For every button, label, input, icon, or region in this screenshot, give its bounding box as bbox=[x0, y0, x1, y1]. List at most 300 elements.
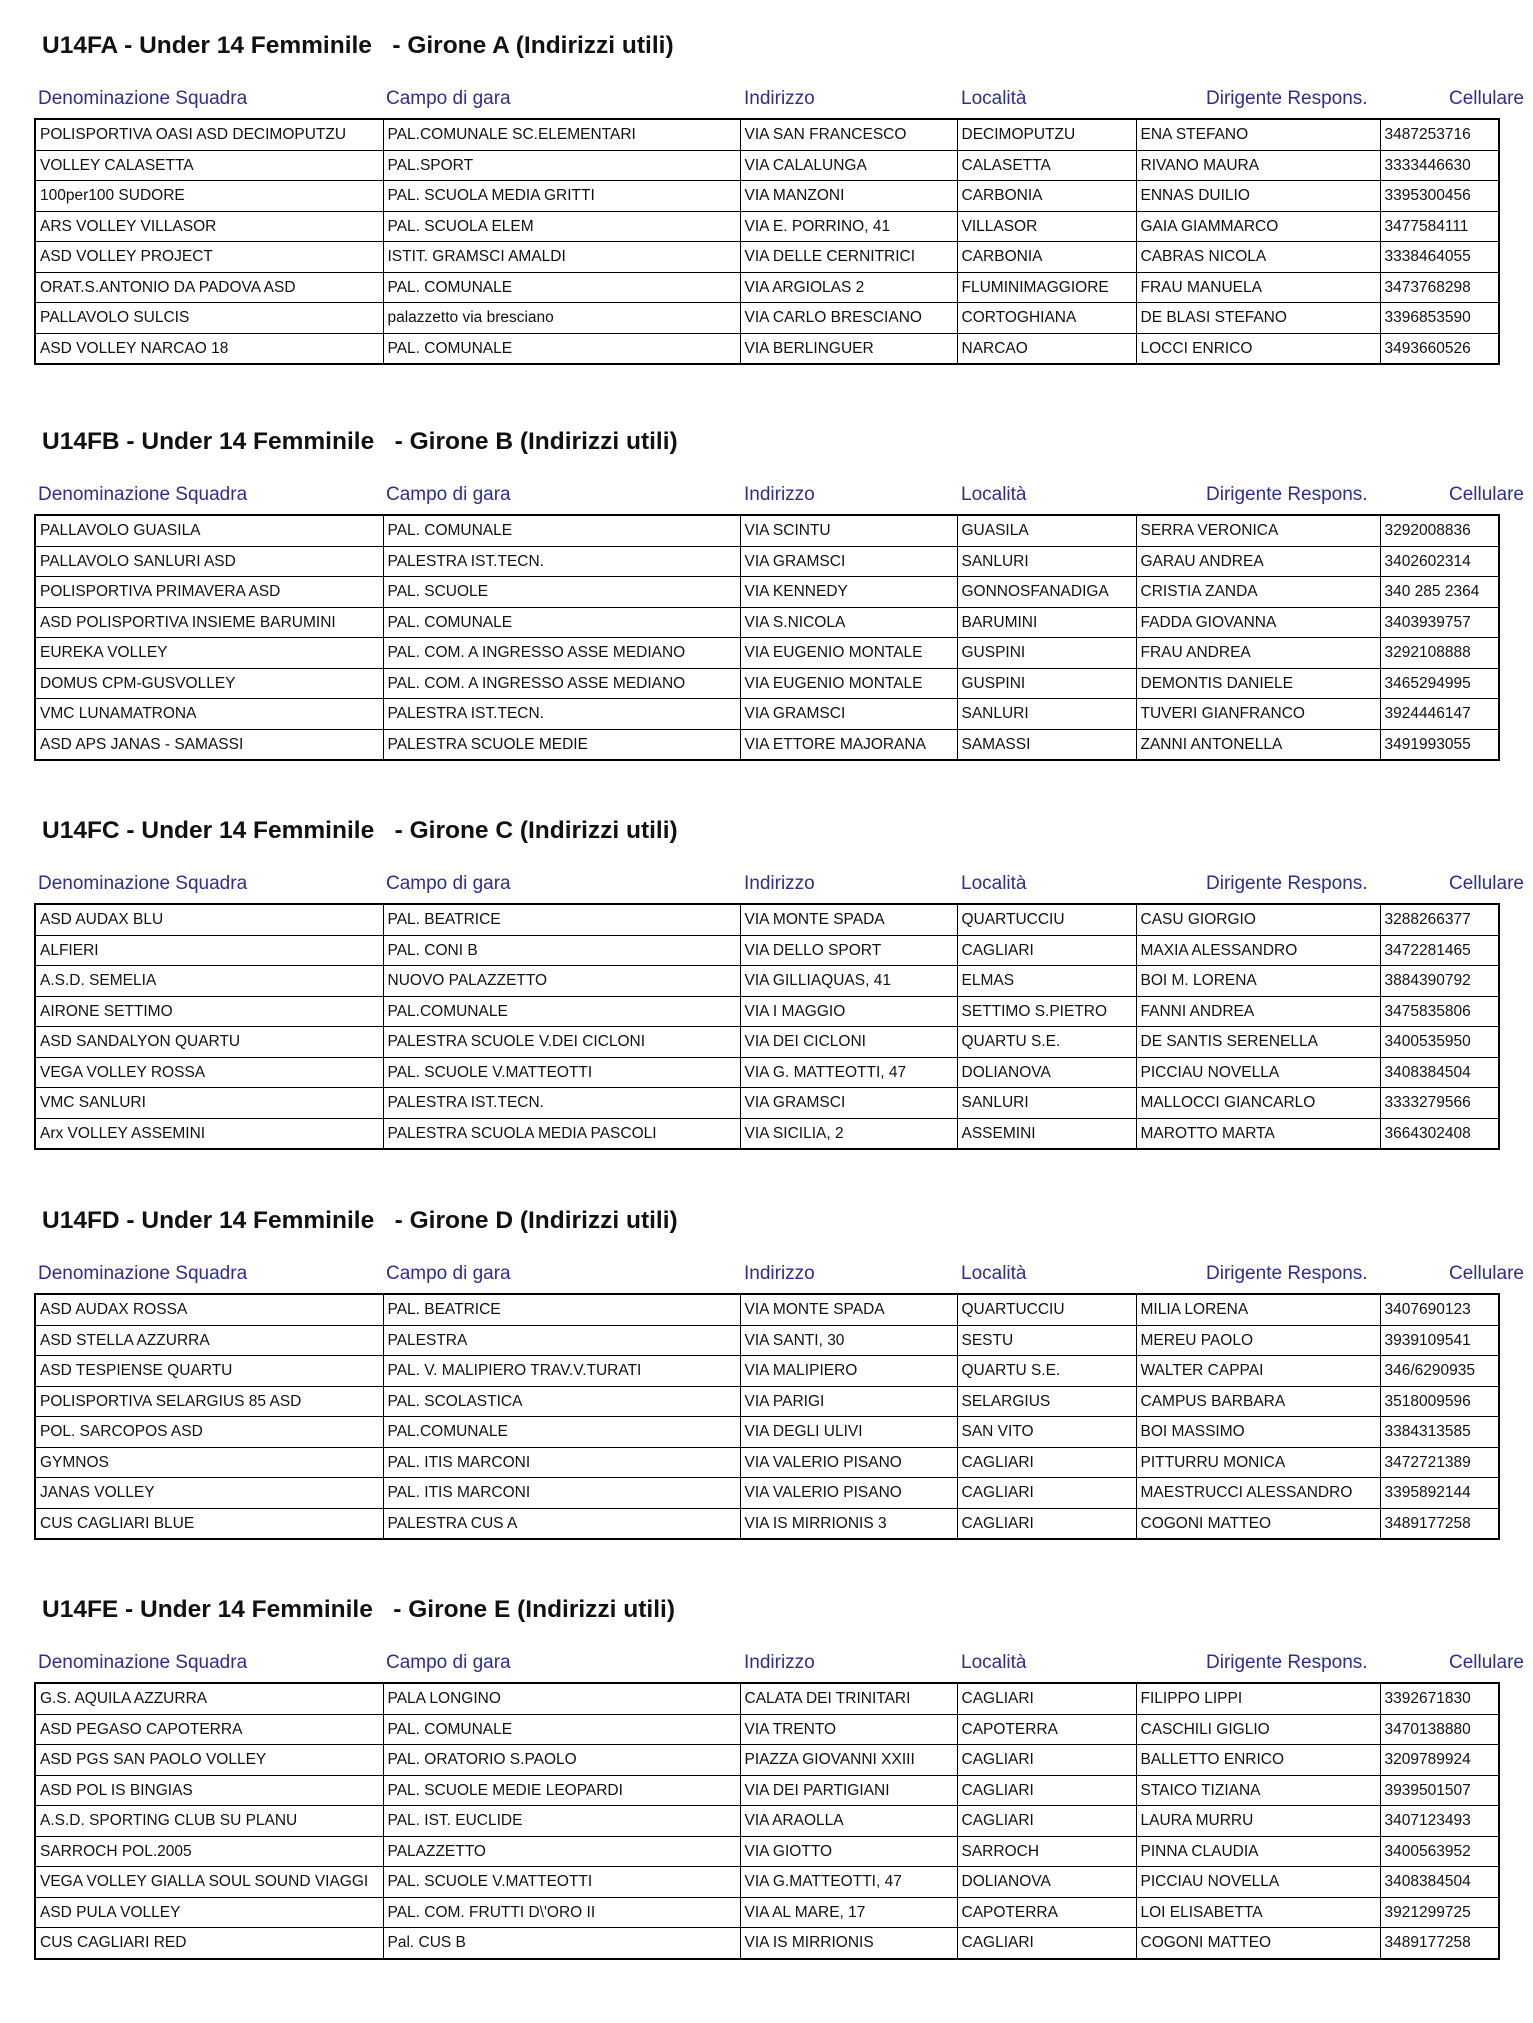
table-row bbox=[35, 1325, 1499, 1356]
table-row bbox=[35, 668, 1499, 699]
column-header: Dirigente Respons. bbox=[1206, 873, 1368, 894]
table-row bbox=[35, 1088, 1499, 1119]
table-cell: VIA VALERIO PISANO bbox=[740, 1478, 957, 1509]
table-cell: PAL.COMUNALE bbox=[383, 1417, 740, 1448]
table-cell: PAL. COM. FRUTTI D\'ORO II bbox=[383, 1897, 740, 1928]
table-cell: ORAT.S.ANTONIO DA PADOVA ASD bbox=[35, 272, 383, 303]
table-cell: SARROCH POL.2005 bbox=[35, 1836, 383, 1867]
table-cell: VIA TRENTO bbox=[740, 1714, 957, 1745]
table-cell: PAL. COMUNALE bbox=[383, 607, 740, 638]
table-cell: PICCIAU NOVELLA bbox=[1136, 1867, 1380, 1898]
column-header: Campo di gara bbox=[386, 873, 511, 894]
table-cell: PINNA CLAUDIA bbox=[1136, 1836, 1380, 1867]
table-cell: ARS VOLLEY VILLASOR bbox=[35, 211, 383, 242]
table-cell: 3518009596 bbox=[1380, 1386, 1499, 1417]
table-cell: PAL. ORATORIO S.PAOLO bbox=[383, 1745, 740, 1776]
table-cell: BALLETTO ENRICO bbox=[1136, 1745, 1380, 1776]
column-header: Cellulare bbox=[1449, 873, 1524, 894]
table-cell: VILLASOR bbox=[957, 211, 1136, 242]
table-row bbox=[35, 966, 1499, 997]
table-row bbox=[35, 119, 1499, 150]
table-cell: SANLURI bbox=[957, 1088, 1136, 1119]
table-cell: ASD PGS SAN PAOLO VOLLEY bbox=[35, 1745, 383, 1776]
table-row bbox=[35, 1478, 1499, 1509]
table-cell: PAL. ITIS MARCONI bbox=[383, 1447, 740, 1478]
table-cell: ASD POLISPORTIVA INSIEME BARUMINI bbox=[35, 607, 383, 638]
table-cell: BOI MASSIMO bbox=[1136, 1417, 1380, 1448]
table-cell: ASD STELLA AZZURRA bbox=[35, 1325, 383, 1356]
table-cell: PAL. SCOLASTICA bbox=[383, 1386, 740, 1417]
table-cell: DE BLASI STEFANO bbox=[1136, 303, 1380, 334]
table-cell: GYMNOS bbox=[35, 1447, 383, 1478]
table-cell: GARAU ANDREA bbox=[1136, 546, 1380, 577]
table-cell: ENNAS DUILIO bbox=[1136, 181, 1380, 212]
address-table bbox=[34, 1293, 1500, 1540]
table-cell: CALATA DEI TRINITARI bbox=[740, 1683, 957, 1714]
table-cell: QUARTUCCIU bbox=[957, 904, 1136, 935]
table-cell: 3472721389 bbox=[1380, 1447, 1499, 1478]
table-cell: CASCHILI GIGLIO bbox=[1136, 1714, 1380, 1745]
table-cell: PALESTRA IST.TECN. bbox=[383, 546, 740, 577]
column-header: Campo di gara bbox=[386, 1652, 511, 1673]
table-cell: CAGLIARI bbox=[957, 1745, 1136, 1776]
column-header: Località bbox=[961, 88, 1027, 109]
table-cell: CUS CAGLIARI BLUE bbox=[35, 1508, 383, 1539]
table-row bbox=[35, 272, 1499, 303]
table-cell: FRAU ANDREA bbox=[1136, 638, 1380, 669]
table-cell: SERRA VERONICA bbox=[1136, 515, 1380, 546]
table-cell: 3403939757 bbox=[1380, 607, 1499, 638]
table-cell: 3473768298 bbox=[1380, 272, 1499, 303]
column-header-row bbox=[34, 88, 1524, 118]
table-cell: VIA AL MARE, 17 bbox=[740, 1897, 957, 1928]
table-row bbox=[35, 242, 1499, 273]
column-header: Dirigente Respons. bbox=[1206, 484, 1368, 505]
table-cell: 346/6290935 bbox=[1380, 1356, 1499, 1387]
table-cell: VIA GRAMSCI bbox=[740, 699, 957, 730]
table-cell: VIA DEI CICLONI bbox=[740, 1027, 957, 1058]
table-cell: 3939501507 bbox=[1380, 1775, 1499, 1806]
table-cell: VMC LUNAMATRONA bbox=[35, 699, 383, 730]
table-row bbox=[35, 1928, 1499, 1959]
table-cell: PICCIAU NOVELLA bbox=[1136, 1057, 1380, 1088]
table-row bbox=[35, 638, 1499, 669]
table-cell: VIA G.MATTEOTTI, 47 bbox=[740, 1867, 957, 1898]
table-row bbox=[35, 935, 1499, 966]
table-cell: PAL. ITIS MARCONI bbox=[383, 1478, 740, 1509]
table-cell: FLUMINIMAGGIORE bbox=[957, 272, 1136, 303]
table-cell: CARBONIA bbox=[957, 242, 1136, 273]
table-cell: EUREKA VOLLEY bbox=[35, 638, 383, 669]
table-cell: VIA EUGENIO MONTALE bbox=[740, 638, 957, 669]
table-row bbox=[35, 1745, 1499, 1776]
table-row bbox=[35, 1118, 1499, 1149]
table-cell: PALESTRA IST.TECN. bbox=[383, 1088, 740, 1119]
column-header-row bbox=[34, 1652, 1524, 1682]
column-header: Campo di gara bbox=[386, 1263, 511, 1284]
table-cell: ASD VOLLEY NARCAO 18 bbox=[35, 333, 383, 364]
table-cell: ASD AUDAX BLU bbox=[35, 904, 383, 935]
table-cell: ASD PEGASO CAPOTERRA bbox=[35, 1714, 383, 1745]
table-cell: VIA VALERIO PISANO bbox=[740, 1447, 957, 1478]
table-cell: PAL.COMUNALE bbox=[383, 996, 740, 1027]
table-cell: LAURA MURRU bbox=[1136, 1806, 1380, 1837]
table-row bbox=[35, 1714, 1499, 1745]
table-cell: Pal. CUS B bbox=[383, 1928, 740, 1959]
table-cell: PALESTRA SCUOLE V.DEI CICLONI bbox=[383, 1027, 740, 1058]
table-cell: ASD APS JANAS - SAMASSI bbox=[35, 729, 383, 760]
table-row bbox=[35, 211, 1499, 242]
column-header: Denominazione Squadra bbox=[38, 873, 248, 894]
table-cell: VIA IS MIRRIONIS 3 bbox=[740, 1508, 957, 1539]
table-cell: CAPOTERRA bbox=[957, 1714, 1136, 1745]
table-cell: VIA DELLO SPORT bbox=[740, 935, 957, 966]
table-cell: VIA GRAMSCI bbox=[740, 546, 957, 577]
table-cell: CAPOTERRA bbox=[957, 1897, 1136, 1928]
table-cell: 3407690123 bbox=[1380, 1294, 1499, 1325]
table-cell: VIA SICILIA, 2 bbox=[740, 1118, 957, 1149]
table-cell: 3396853590 bbox=[1380, 303, 1499, 334]
column-header: Località bbox=[961, 484, 1027, 505]
section-title: U14FB - Under 14 Femminile - Girone B (Indirizzi utili) bbox=[42, 428, 678, 455]
table-cell: 3333279566 bbox=[1380, 1088, 1499, 1119]
table-cell: NUOVO PALAZZETTO bbox=[383, 966, 740, 997]
table-row bbox=[35, 729, 1499, 760]
table-cell: PAL. SCUOLE bbox=[383, 577, 740, 608]
table-cell: GONNOSFANADIGA bbox=[957, 577, 1136, 608]
table-cell: POLISPORTIVA SELARGIUS 85 ASD bbox=[35, 1386, 383, 1417]
table-row bbox=[35, 1417, 1499, 1448]
table-cell: COGONI MATTEO bbox=[1136, 1928, 1380, 1959]
table-cell: MALLOCCI GIANCARLO bbox=[1136, 1088, 1380, 1119]
table-cell: VIA CARLO BRESCIANO bbox=[740, 303, 957, 334]
table-cell: RIVANO MAURA bbox=[1136, 150, 1380, 181]
column-header: Cellulare bbox=[1449, 1263, 1524, 1284]
table-cell: PALLAVOLO SANLURI ASD bbox=[35, 546, 383, 577]
table-cell: CAGLIARI bbox=[957, 1683, 1136, 1714]
table-cell: 3395300456 bbox=[1380, 181, 1499, 212]
table-cell: MAXIA ALESSANDRO bbox=[1136, 935, 1380, 966]
table-cell: SAN VITO bbox=[957, 1417, 1136, 1448]
table-cell: PALESTRA CUS A bbox=[383, 1508, 740, 1539]
table-cell: 340 285 2364 bbox=[1380, 577, 1499, 608]
column-header: Indirizzo bbox=[744, 1652, 815, 1673]
table-cell: CARBONIA bbox=[957, 181, 1136, 212]
column-header: Denominazione Squadra bbox=[38, 484, 248, 505]
table-cell: PAL.SPORT bbox=[383, 150, 740, 181]
table-cell: PALLAVOLO SULCIS bbox=[35, 303, 383, 334]
table-cell: 3292008836 bbox=[1380, 515, 1499, 546]
table-row bbox=[35, 181, 1499, 212]
table-cell: VIA ARGIOLAS 2 bbox=[740, 272, 957, 303]
table-cell: 3472281465 bbox=[1380, 935, 1499, 966]
table-cell: PAL. COM. A INGRESSO ASSE MEDIANO bbox=[383, 668, 740, 699]
table-cell: 3475835806 bbox=[1380, 996, 1499, 1027]
table-cell: PAL. SCUOLA MEDIA GRITTI bbox=[383, 181, 740, 212]
table-cell: 3921299725 bbox=[1380, 1897, 1499, 1928]
table-cell: CUS CAGLIARI RED bbox=[35, 1928, 383, 1959]
table-row bbox=[35, 303, 1499, 334]
table-cell: VIA EUGENIO MONTALE bbox=[740, 668, 957, 699]
table-cell: CAGLIARI bbox=[957, 1508, 1136, 1539]
table-cell: DOMUS CPM-GUSVOLLEY bbox=[35, 668, 383, 699]
table-cell: COGONI MATTEO bbox=[1136, 1508, 1380, 1539]
table-cell: MAROTTO MARTA bbox=[1136, 1118, 1380, 1149]
table-cell: PAL. IST. EUCLIDE bbox=[383, 1806, 740, 1837]
table-cell: VIA E. PORRINO, 41 bbox=[740, 211, 957, 242]
table-cell: 3384313585 bbox=[1380, 1417, 1499, 1448]
table-cell: 3408384504 bbox=[1380, 1057, 1499, 1088]
table-cell: 100per100 SUDORE bbox=[35, 181, 383, 212]
column-header: Indirizzo bbox=[744, 484, 815, 505]
table-cell: A.S.D. SEMELIA bbox=[35, 966, 383, 997]
section-title: U14FC - Under 14 Femminile - Girone C (Indirizzi utili) bbox=[42, 817, 678, 844]
table-cell: 3338464055 bbox=[1380, 242, 1499, 273]
table-cell: 3939109541 bbox=[1380, 1325, 1499, 1356]
column-header-row bbox=[34, 1263, 1524, 1293]
table-cell: BARUMINI bbox=[957, 607, 1136, 638]
table-cell: CORTOGHIANA bbox=[957, 303, 1136, 334]
table-cell: POLISPORTIVA PRIMAVERA ASD bbox=[35, 577, 383, 608]
table-cell: A.S.D. SPORTING CLUB SU PLANU bbox=[35, 1806, 383, 1837]
table-cell: 3333446630 bbox=[1380, 150, 1499, 181]
table-cell: ISTIT. GRAMSCI AMALDI bbox=[383, 242, 740, 273]
table-cell: CALASETTA bbox=[957, 150, 1136, 181]
table-cell: PAL.COMUNALE SC.ELEMENTARI bbox=[383, 119, 740, 150]
table-cell: VIA PARIGI bbox=[740, 1386, 957, 1417]
table-row bbox=[35, 1447, 1499, 1478]
table-cell: PALLAVOLO GUASILA bbox=[35, 515, 383, 546]
column-header: Dirigente Respons. bbox=[1206, 1652, 1368, 1673]
table-cell: PAL. V. MALIPIERO TRAV.V.TURATI bbox=[383, 1356, 740, 1387]
table-cell: VIA KENNEDY bbox=[740, 577, 957, 608]
table-row bbox=[35, 150, 1499, 181]
table-cell: NARCAO bbox=[957, 333, 1136, 364]
table-row bbox=[35, 1027, 1499, 1058]
table-cell: 3487253716 bbox=[1380, 119, 1499, 150]
table-cell: VIA DEI PARTIGIANI bbox=[740, 1775, 957, 1806]
table-cell: VIA BERLINGUER bbox=[740, 333, 957, 364]
table-row bbox=[35, 1836, 1499, 1867]
column-header: Denominazione Squadra bbox=[38, 1652, 248, 1673]
table-cell: PAL. SCUOLE MEDIE LEOPARDI bbox=[383, 1775, 740, 1806]
column-header: Località bbox=[961, 1263, 1027, 1284]
address-table bbox=[34, 514, 1500, 761]
table-row bbox=[35, 546, 1499, 577]
table-cell: 3470138880 bbox=[1380, 1714, 1499, 1745]
column-header: Dirigente Respons. bbox=[1206, 88, 1368, 109]
column-header: Denominazione Squadra bbox=[38, 1263, 248, 1284]
table-cell: VIA CALALUNGA bbox=[740, 150, 957, 181]
table-cell: 3392671830 bbox=[1380, 1683, 1499, 1714]
table-cell: VIA I MAGGIO bbox=[740, 996, 957, 1027]
column-header: Dirigente Respons. bbox=[1206, 1263, 1368, 1284]
table-cell: FADDA GIOVANNA bbox=[1136, 607, 1380, 638]
table-cell: DEMONTIS DANIELE bbox=[1136, 668, 1380, 699]
address-table bbox=[34, 118, 1500, 365]
table-cell: VIA GRAMSCI bbox=[740, 1088, 957, 1119]
table-cell: ELMAS bbox=[957, 966, 1136, 997]
table-cell: ALFIERI bbox=[35, 935, 383, 966]
column-header: Cellulare bbox=[1449, 88, 1524, 109]
table-cell: DECIMOPUTZU bbox=[957, 119, 1136, 150]
table-cell: VIA GILLIAQUAS, 41 bbox=[740, 966, 957, 997]
table-cell: ASD SANDALYON QUARTU bbox=[35, 1027, 383, 1058]
table-cell: DOLIANOVA bbox=[957, 1057, 1136, 1088]
table-cell: CABRAS NICOLA bbox=[1136, 242, 1380, 273]
table-row bbox=[35, 1867, 1499, 1898]
column-header: Località bbox=[961, 873, 1027, 894]
column-header: Cellulare bbox=[1449, 1652, 1524, 1673]
table-cell: CAGLIARI bbox=[957, 1928, 1136, 1959]
column-header: Località bbox=[961, 1652, 1027, 1673]
table-cell: VIA DELLE CERNITRICI bbox=[740, 242, 957, 273]
table-cell: MILIA LORENA bbox=[1136, 1294, 1380, 1325]
table-cell: PALESTRA SCUOLA MEDIA PASCOLI bbox=[383, 1118, 740, 1149]
table-cell: VIA S.NICOLA bbox=[740, 607, 957, 638]
table-cell: VIA MANZONI bbox=[740, 181, 957, 212]
table-cell: PAL. SCUOLA ELEM bbox=[383, 211, 740, 242]
table-cell: POLISPORTIVA OASI ASD DECIMOPUTZU bbox=[35, 119, 383, 150]
table-cell: 3400535950 bbox=[1380, 1027, 1499, 1058]
table-row bbox=[35, 515, 1499, 546]
table-cell: PAL. BEATRICE bbox=[383, 1294, 740, 1325]
table-cell: PALA LONGINO bbox=[383, 1683, 740, 1714]
table-cell: ZANNI ANTONELLA bbox=[1136, 729, 1380, 760]
table-cell: PALESTRA IST.TECN. bbox=[383, 699, 740, 730]
column-header-row bbox=[34, 484, 1524, 514]
table-cell: 3292108888 bbox=[1380, 638, 1499, 669]
table-cell: MEREU PAOLO bbox=[1136, 1325, 1380, 1356]
table-cell: CAGLIARI bbox=[957, 935, 1136, 966]
table-cell: VIA DEGLI ULIVI bbox=[740, 1417, 957, 1448]
table-cell: GAIA GIAMMARCO bbox=[1136, 211, 1380, 242]
table-row bbox=[35, 996, 1499, 1027]
table-cell: PAL. SCUOLE V.MATTEOTTI bbox=[383, 1867, 740, 1898]
table-row bbox=[35, 699, 1499, 730]
table-cell: 3395892144 bbox=[1380, 1478, 1499, 1509]
table-cell: 3209789924 bbox=[1380, 1745, 1499, 1776]
table-cell: SANLURI bbox=[957, 699, 1136, 730]
table-row bbox=[35, 577, 1499, 608]
table-cell: SARROCH bbox=[957, 1836, 1136, 1867]
table-row bbox=[35, 1386, 1499, 1417]
table-cell: G.S. AQUILA AZZURRA bbox=[35, 1683, 383, 1714]
table-cell: JANAS VOLLEY bbox=[35, 1478, 383, 1509]
table-cell: VIA MONTE SPADA bbox=[740, 1294, 957, 1325]
table-row bbox=[35, 1294, 1499, 1325]
table-cell: ASD AUDAX ROSSA bbox=[35, 1294, 383, 1325]
table-cell: WALTER CAPPAI bbox=[1136, 1356, 1380, 1387]
table-cell: GUSPINI bbox=[957, 668, 1136, 699]
table-cell: 3408384504 bbox=[1380, 1867, 1499, 1898]
table-cell: STAICO TIZIANA bbox=[1136, 1775, 1380, 1806]
table-cell: PAL. SCUOLE V.MATTEOTTI bbox=[383, 1057, 740, 1088]
table-cell: CAGLIARI bbox=[957, 1775, 1136, 1806]
table-row bbox=[35, 1508, 1499, 1539]
table-cell: 3477584111 bbox=[1380, 211, 1499, 242]
table-cell: DOLIANOVA bbox=[957, 1867, 1136, 1898]
section-title: U14FE - Under 14 Femminile - Girone E (Indirizzi utili) bbox=[42, 1596, 676, 1623]
table-cell: CRISTIA ZANDA bbox=[1136, 577, 1380, 608]
table-cell: 3465294995 bbox=[1380, 668, 1499, 699]
section-title: U14FD - Under 14 Femminile - Girone D (Indirizzi utili) bbox=[42, 1207, 678, 1234]
address-table bbox=[34, 1682, 1500, 1960]
table-cell: 3402602314 bbox=[1380, 546, 1499, 577]
table-cell: VIA MALIPIERO bbox=[740, 1356, 957, 1387]
table-cell: Arx VOLLEY ASSEMINI bbox=[35, 1118, 383, 1149]
table-cell: FILIPPO LIPPI bbox=[1136, 1683, 1380, 1714]
table-cell: 3493660526 bbox=[1380, 333, 1499, 364]
table-cell: 3489177258 bbox=[1380, 1928, 1499, 1959]
table-cell: VIA SCINTU bbox=[740, 515, 957, 546]
table-cell: VMC SANLURI bbox=[35, 1088, 383, 1119]
column-header-row bbox=[34, 873, 1524, 903]
table-cell: 3664302408 bbox=[1380, 1118, 1499, 1149]
table-cell: MAESTRUCCI ALESSANDRO bbox=[1136, 1478, 1380, 1509]
table-cell: QUARTU S.E. bbox=[957, 1027, 1136, 1058]
table-cell: CASU GIORGIO bbox=[1136, 904, 1380, 935]
table-cell: GUASILA bbox=[957, 515, 1136, 546]
table-cell: CAGLIARI bbox=[957, 1806, 1136, 1837]
column-header: Indirizzo bbox=[744, 1263, 815, 1284]
table-cell: 3288266377 bbox=[1380, 904, 1499, 935]
table-cell: VOLLEY CALASETTA bbox=[35, 150, 383, 181]
table-cell: VIA ARAOLLA bbox=[740, 1806, 957, 1837]
table-cell: 3884390792 bbox=[1380, 966, 1499, 997]
table-row bbox=[35, 1806, 1499, 1837]
table-cell: 3400563952 bbox=[1380, 1836, 1499, 1867]
table-cell: CAGLIARI bbox=[957, 1478, 1136, 1509]
table-cell: 3491993055 bbox=[1380, 729, 1499, 760]
table-cell: VIA GIOTTO bbox=[740, 1836, 957, 1867]
table-cell: SANLURI bbox=[957, 546, 1136, 577]
table-cell: GUSPINI bbox=[957, 638, 1136, 669]
table-cell: VIA ETTORE MAJORANA bbox=[740, 729, 957, 760]
column-header: Indirizzo bbox=[744, 873, 815, 894]
table-cell: LOCCI ENRICO bbox=[1136, 333, 1380, 364]
table-cell: PAL. COMUNALE bbox=[383, 272, 740, 303]
table-cell: ASD PULA VOLLEY bbox=[35, 1897, 383, 1928]
table-cell: VIA SAN FRANCESCO bbox=[740, 119, 957, 150]
table-row bbox=[35, 904, 1499, 935]
table-cell: PALESTRA bbox=[383, 1325, 740, 1356]
table-cell: FANNI ANDREA bbox=[1136, 996, 1380, 1027]
table-cell: VEGA VOLLEY GIALLA SOUL SOUND VIAGGI bbox=[35, 1867, 383, 1898]
table-cell: ASD POL IS BINGIAS bbox=[35, 1775, 383, 1806]
table-row bbox=[35, 1057, 1499, 1088]
table-cell: FRAU MANUELA bbox=[1136, 272, 1380, 303]
table-cell: PAL. BEATRICE bbox=[383, 904, 740, 935]
table-cell: ENA STEFANO bbox=[1136, 119, 1380, 150]
table-cell: AIRONE SETTIMO bbox=[35, 996, 383, 1027]
table-cell: 3489177258 bbox=[1380, 1508, 1499, 1539]
table-cell: SETTIMO S.PIETRO bbox=[957, 996, 1136, 1027]
table-cell: PAL. COMUNALE bbox=[383, 515, 740, 546]
table-row bbox=[35, 1356, 1499, 1387]
table-cell: VEGA VOLLEY ROSSA bbox=[35, 1057, 383, 1088]
table-row bbox=[35, 1897, 1499, 1928]
table-cell: ASD TESPIENSE QUARTU bbox=[35, 1356, 383, 1387]
table-cell: PITTURRU MONICA bbox=[1136, 1447, 1380, 1478]
table-row bbox=[35, 1775, 1499, 1806]
table-cell: ASD VOLLEY PROJECT bbox=[35, 242, 383, 273]
table-cell: 3407123493 bbox=[1380, 1806, 1499, 1837]
table-cell: VIA MONTE SPADA bbox=[740, 904, 957, 935]
table-cell: SAMASSI bbox=[957, 729, 1136, 760]
table-cell: QUARTU S.E. bbox=[957, 1356, 1136, 1387]
table-cell: PALAZZETTO bbox=[383, 1836, 740, 1867]
